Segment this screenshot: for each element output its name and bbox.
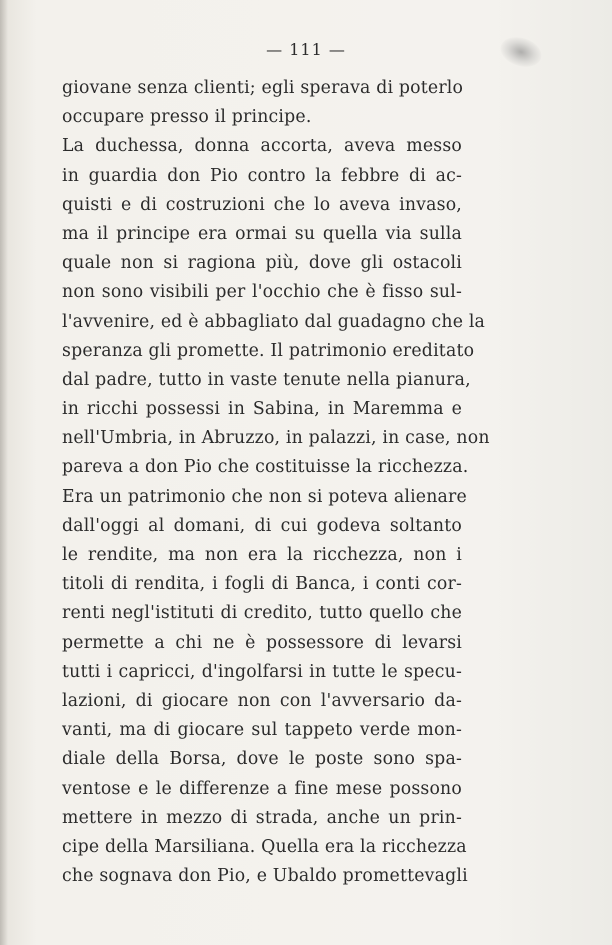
text-line: tutti i capricci, d'ingolfarsi in tutte le specu-: [62, 661, 462, 682]
text-line: nell'Umbria, in Abruzzo, in palazzi, in case, non: [62, 428, 490, 449]
text-line: in ricchi possessi in Sabina, in Maremma e: [62, 399, 462, 420]
text-line: in guardia don Pio contro la febbre di ac-: [62, 165, 462, 186]
text-line: lazioni, di giocare non con l'avversario da-: [62, 690, 462, 711]
text-line: La duchessa, donna accorta, aveva messo: [62, 136, 462, 157]
text-line: le rendite, ma non era la ricchezza, non i: [62, 545, 462, 565]
text-line: non sono visibili per l'occhio che è fisso sul-: [62, 282, 462, 303]
text-line: diale della Borsa, dove le poste sono spa-: [62, 749, 462, 770]
text-line: pareva a don Pio che costituisse la ricchezza.: [62, 457, 469, 478]
text-line: che sognava don Pio, e Ubaldo promettevagli: [62, 866, 468, 887]
text-line: mettere in mezzo di strada, anche un prin-: [62, 807, 462, 828]
page-number: — 111 —: [266, 40, 346, 59]
text-line: Era un patrimonio che non si poteva alienare: [62, 486, 467, 507]
text-line: cipe della Marsiliana. Quella era la ricchezza: [62, 836, 467, 857]
text-line: ventose e le differenze a fine mese possono: [62, 778, 462, 799]
text-line: speranza gli promette. Il patrimonio ereditato: [62, 340, 475, 361]
text-line: dall'oggi al domani, di cui godeva soltanto: [62, 515, 462, 536]
text-line: quisti e di costruzioni che lo aveva invaso,: [62, 194, 462, 215]
text-line: occupare presso il principe.: [62, 107, 312, 128]
text-line: titoli di rendita, i fogli di Banca, i conti cor-: [62, 574, 462, 595]
page-edge-shadow: [0, 0, 8, 945]
text-line: ma il principe era ormai su quella via sulla: [62, 223, 462, 244]
text-line: permette a chi ne è possessore di levarsi: [62, 632, 462, 653]
text-line: giovane senza clienti; egli sperava di poterlo: [62, 78, 464, 98]
text-line: l'avvenire, ed è abbagliato dal guadagno che la: [62, 311, 486, 332]
text-line: dal padre, tutto in vaste tenute nella pianura,: [62, 369, 471, 390]
text-line: quale non si ragiona più, dove gli ostacoli: [62, 253, 462, 274]
text-line: renti negl'istituti di credito, tutto quello che: [62, 603, 462, 624]
body-text: [62, 74, 490, 891]
text-line: vanti, ma di giocare sul tappeto verde mon-: [62, 720, 462, 741]
